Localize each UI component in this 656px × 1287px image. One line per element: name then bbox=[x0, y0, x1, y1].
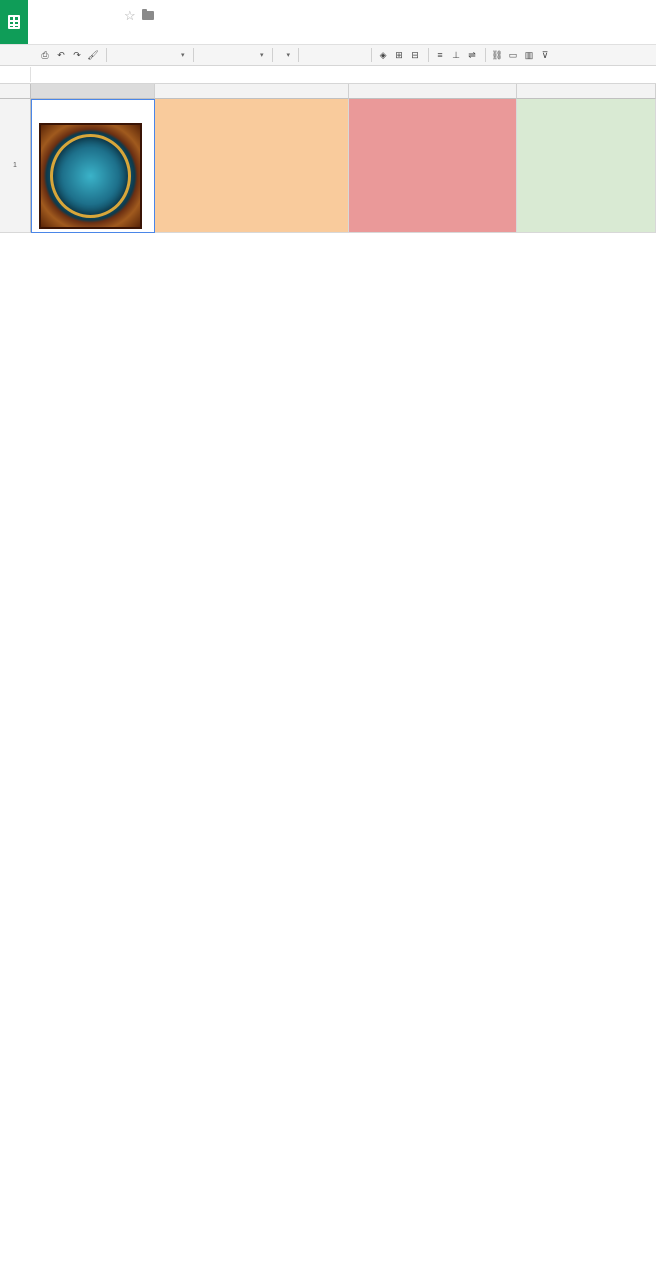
percent-format-button[interactable] bbox=[127, 47, 141, 63]
formula-bar bbox=[0, 66, 656, 84]
paint-format-icon[interactable]: 🖌 bbox=[87, 49, 99, 60]
toolbar-divider bbox=[193, 48, 194, 62]
column-header-c[interactable] bbox=[349, 84, 517, 99]
strikethrough-button[interactable] bbox=[335, 47, 349, 63]
fill-color-icon[interactable]: ◈ bbox=[379, 49, 387, 60]
font-size-select[interactable] bbox=[277, 47, 295, 63]
chevron-down-icon: ▾ bbox=[260, 52, 264, 59]
text-wrap-icon[interactable]: ⇌ bbox=[468, 49, 476, 60]
increase-decimal-button[interactable] bbox=[159, 47, 173, 63]
toolbar-divider bbox=[272, 48, 273, 62]
insert-link-icon[interactable]: ⛓ bbox=[491, 49, 503, 60]
borders-icon[interactable]: ⊞ bbox=[395, 49, 403, 60]
insert-comment-icon[interactable]: ▭ bbox=[508, 49, 518, 60]
toolbar-divider bbox=[106, 48, 107, 62]
italic-button[interactable] bbox=[319, 47, 333, 63]
toolbar-divider bbox=[298, 48, 299, 62]
currency-format-button[interactable] bbox=[111, 47, 125, 63]
chevron-down-icon: ▾ bbox=[181, 52, 185, 59]
select-all-corner[interactable] bbox=[0, 84, 31, 99]
folder-icon[interactable] bbox=[142, 11, 154, 20]
decrease-decimal-button[interactable] bbox=[143, 47, 157, 63]
vertical-align-icon[interactable]: ⊥ bbox=[452, 49, 460, 60]
undo-icon[interactable]: ↶ bbox=[57, 49, 65, 60]
column-header-d[interactable] bbox=[517, 84, 656, 99]
toolbar-divider bbox=[428, 48, 429, 62]
column-header-a[interactable] bbox=[31, 84, 155, 99]
toolbar-divider bbox=[371, 48, 372, 62]
bold-button[interactable] bbox=[303, 47, 317, 63]
table-row bbox=[0, 99, 656, 233]
row-header[interactable]: 1 bbox=[0, 99, 31, 233]
header-date[interactable] bbox=[349, 99, 517, 233]
filter-icon[interactable]: ⊽ bbox=[541, 49, 549, 60]
text-color-button[interactable] bbox=[351, 47, 365, 63]
toolbar-divider bbox=[485, 48, 486, 62]
merge-cells-icon[interactable]: ⊟ bbox=[411, 49, 419, 60]
font-family-select[interactable] bbox=[198, 47, 268, 63]
title-bar bbox=[0, 0, 656, 44]
toolbar bbox=[0, 44, 656, 66]
redo-icon[interactable]: ↷ bbox=[73, 49, 81, 60]
logo-ring bbox=[50, 134, 131, 218]
chevron-down-icon: ▾ bbox=[286, 52, 291, 59]
insert-chart-icon[interactable]: ▥ bbox=[524, 49, 534, 60]
header-done[interactable] bbox=[517, 99, 656, 233]
formula-input[interactable] bbox=[30, 67, 656, 82]
imagica-logo bbox=[39, 123, 142, 229]
horizontal-align-icon[interactable]: ≡ bbox=[437, 50, 443, 60]
print-icon[interactable]: ⎙ bbox=[41, 49, 49, 60]
cell-a1-logo[interactable] bbox=[31, 99, 155, 233]
star-icon[interactable]: ☆ bbox=[124, 8, 136, 23]
sheets-logo-icon[interactable] bbox=[0, 0, 28, 44]
header-name[interactable] bbox=[155, 99, 349, 233]
column-header-b[interactable] bbox=[155, 84, 349, 99]
number-format-select[interactable] bbox=[175, 47, 189, 63]
